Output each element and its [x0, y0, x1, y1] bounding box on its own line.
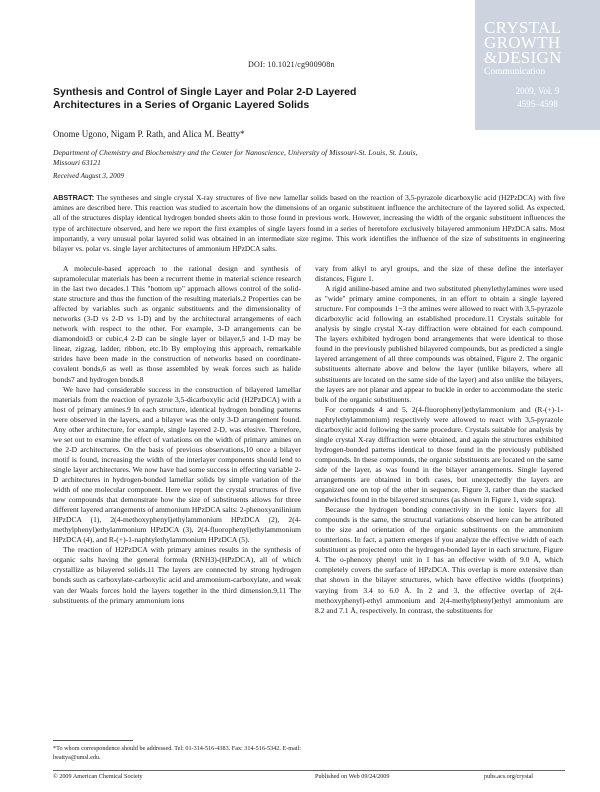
paragraph: The reaction of H2PzDCA with primary amines results in the synthesis of organic salts having the general formula (RNH3)-(HPzDCA), all of which crystallize as bilayered solids.11 The layers are connected by strong hydrogen bonds such as carboxylate-carboxylic acid and ammonium-carboxylate, and weak van der Waals forces hold the layers together in the third dimension.9,11 The substituents of the primary ammonium ions — [53, 545, 301, 605]
journal-name — [475, 0, 600, 77]
journal-name-line: GROWTH — [484, 33, 561, 52]
paragraph: For compounds 4 and 5, 2(4-fluorophenyl)ethylammonium and (R-(+)-1-naphtylethylammonium) respectively were allowed to react with 3,5-pyrazole dicarboxylic acid following the same procedure. Crystals suitable for analysis by single crystal X-ray diffraction were obtained, and again the structures exhibited hydrogen-bonded patterns identical to those found in the previously published compounds. In these compounds, the organic substituents are located on the same side of the layer, as was found in the bilayer arrangements. Single layered arrangements are obtained in both cases, but unexpectedly the layers are organized one on top of the other in sequence, Figure 3, rather than the stacked sandwiches found in the bilayered structures (as shown in Figure 1, vide supra). — [315, 404, 563, 505]
footer-divider — [53, 770, 565, 771]
body-column-left — [53, 264, 301, 606]
paragraph: vary from alkyl to aryl groups, and the size of these define the interlayer distances, Figure 1. — [315, 264, 563, 284]
article-type: Communication — [484, 67, 546, 77]
body-column-right — [315, 264, 563, 616]
article-title — [53, 86, 453, 111]
doi: DOI: 10.1021/cg900908n — [248, 60, 335, 69]
title-line: Synthesis and Control of Single Layer and Polar 2-D Layered — [53, 86, 357, 98]
paragraph: Because the hydrogen bonding connectivity in the ionic layers for all compounds is the same, the structural variations observed here can be attributed to the size and orientation of the organic substituents on the ammonium counterions. In fact, a pattern emerges if you analyze the effective width of each substituent as projected onto the hydrogen-bonded layer in each structure, Figure 4. The o-phenoxy phenyl unit in 1 has an effective width of 9.0 Å, which completely covers the surface of HPzDCA. This overlap is more extensive than that shown in the bilayer structures, which have effective widths (footprints) varying from 3.4 to 6.0 Å. In 2 and 3, the effective overlap of 2(4-methoxyphenyl)-ethyl ammonium and 2(4-methylphenyl)ethyl ammonium are 8.2 and 7.1 Å, respectively. In contrast, the substituents for — [315, 505, 563, 615]
journal-name-line: &DESIGN — [484, 48, 562, 67]
journal-banner — [475, 0, 600, 130]
abstract-text: The syntheses and single crystal X-ray structures of five new lamellar solids based on the reaction of 3,5-pyrazole dicarboxylic acid (H2PzDCA) with five amines are described here. This reaction was studied to ascertain how the dimensions of an organic substituent influence the architecture of the layered solid. As expected, all of the structures display identical hydrogen bonded sheets akin to those found in previous work. However, increasing the width of the organic substituent influences the type of architecture observed, and here we report the first examples of single layers found in a series of heretofore exclusively bilayered ammonium HPzDCA salts. Most importantly, a very unusual polar layered solid was obtained in an intermediate size regime. This work identifies the influence of the size of substituents in engineering bilayer vs. polar vs. single layer architectures of ammonium HPzDCA salts. — [53, 193, 565, 254]
title-line: Architectures in a Series of Organic Layered Solids — [53, 98, 310, 111]
page-range: 4595–4598 — [517, 99, 558, 109]
abstract-label: ABSTRACT: — [53, 193, 95, 202]
correspondence-footnote: *To whom correspondence should be addressed. Tel: 01-314-516-4383. Fax: 314-516-5342. E-mail: beattya@umsl.edu. — [53, 745, 302, 761]
affiliation: Department of Chemistry and Biochemistry and the Center for Nanoscience, University of Missouri-St. Louis, St. Louis, Missouri 63121 — [53, 148, 418, 167]
publication-date: Published on Web 09/24/2009 — [315, 773, 390, 780]
abstract — [53, 193, 565, 254]
journal-url: pubs.acs.org/crystal — [484, 773, 534, 780]
footnote-divider — [53, 740, 133, 741]
paragraph: A molecule-based approach to the rational design and synthesis of supramolecular materials has been a recurrent theme in material science research in the last two decades.1 This "bottom up" approach allows control of the solid-state structure and thus the function of the resulting materials.2 Properties can be affected by variables such as organic substituents and the dimensionality of networks (3-D vs 2-D vs 1-D) and by the architectural arrangements of each network with respect to the other. For example, 3-D arrangements can be diamondoid3 or cubic,4 2-D can be single layer or bilayer,5 and 1-D may be linear, zigzag, ladder, ribbon, etc.1b By employing this approach, remarkable strides have been made in the construction of networks based on coordinate-covalent bonds,6 as well as those assembled by weak forces such as halide bonds7 and hydrogen bonds.8 — [53, 264, 301, 384]
journal-name-line: CRYSTAL — [484, 18, 562, 37]
paragraph: We have had considerable success in the construction of bilayered lamellar materials from the reaction of pyrazole 3,5-dicarboxylic acid (H2PzDCA) with a host of primary amines.9 In each structure, identical hydrogen bonding patterns were observed in the layers, and a bilayer was the only 3-D arrangement found. Any other architecture, for example, single layered 2-D, was elusive. Therefore, we set out to examine the effect of variations on the width of primary amines on the 2-D architectures. On the basis of previous observations,10 once a bilayer motif is found, increasing the width of the interlayer components should lend to single layer architectures. We now have had some success in effecting variable 2-D architectures in hydrogen-bonded lamellar solids by simple variation of the width of one molecular component. Here we report the crystal structures of five new compounds that demonstrate how the size of substituents allows for three different layered arrangements of ammonium HPzDCA salts: 2-phenoxyanilinium HPzDCA (1), 2(4-methoxyphenyl)ethylammonium HPzDCA (2), 2(4-methylphenyl)ethylammonium HPzDCA (3), 2(4-fluorophenyl)ethylammonium HPzDCA (4), and R-(+)-1-naphtylethylammonium HPzDCA (5). — [53, 384, 301, 545]
year-volume: 2009, Vol. 9 — [515, 86, 560, 96]
paragraph: A rigid aniline-based amine and two substituted phenylethylamines were used as "wide" primary amine components, in an effort to obtain a single layered structure. For compounds 1−3 the amines were allowed to react with 3,5-pyrazole dicarboxylic acid following an established procedure.11 Crystals suitable for analysis by single crystal X-ray diffraction were obtained for each compound. The layers exhibited hydrogen bond arrangements that were identical to those found in the previously published bilayered compounds, but as predicted a single layered arrangement of all three compounds was obtained, Figure 2. The organic substituents alternate above and below the layer (unlike bilayers, where all substituents are located on the same side of the layer) and also unlike the bilayers, the layers are not planar and appear to buckle in order to accommodate the steric bulk of the organic substituents. — [315, 284, 563, 404]
authors: Onome Ugono, Nigam P. Rath, and Alica M. Beatty* — [53, 129, 245, 139]
copyright: © 2009 American Chemical Society — [53, 773, 143, 780]
received-date: Received August 3, 2009 — [53, 172, 124, 180]
